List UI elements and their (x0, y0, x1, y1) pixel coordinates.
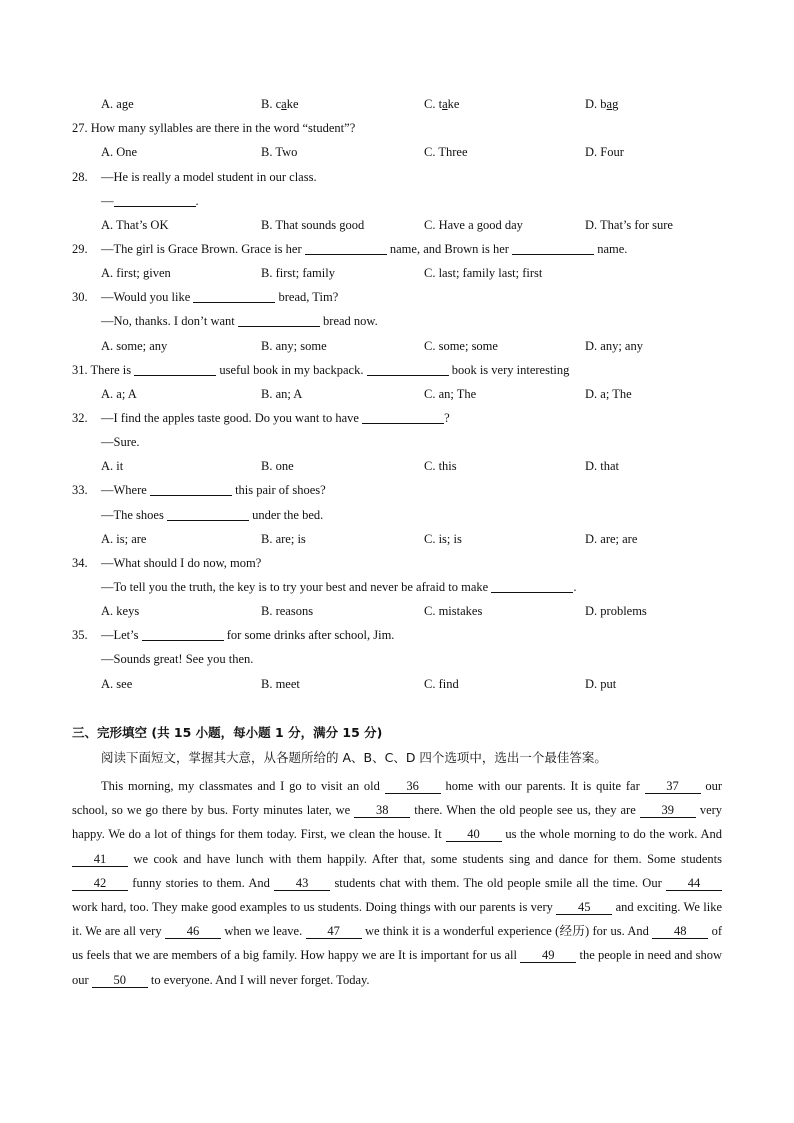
blank-43: 43 (274, 876, 330, 891)
q34-stem: —What should I do now, mom? (101, 556, 262, 570)
q33-number: 33. (72, 483, 88, 497)
q29-stem: —The girl is Grace Brown. Grace is her name, and Brown is her name. (101, 242, 628, 256)
q28-option-a: A. That’s OK (101, 218, 169, 232)
q28-stem: —He is really a model student in our class. (101, 170, 317, 184)
q26-option-a: A. age (101, 97, 134, 111)
blank-37: 37 (645, 779, 701, 794)
q28-option-d: D. That’s for sure (585, 218, 673, 232)
q34-option-d: D. problems (585, 604, 647, 618)
q26-option-c: C. take (424, 97, 460, 111)
q26-option-b: B. cake (261, 97, 299, 111)
q33-option-b: B. are; is (261, 532, 306, 546)
q28-option-b: B. That sounds good (261, 218, 365, 232)
q29-option-a: A. first; given (101, 266, 171, 280)
q30-option-a: A. some; any (101, 339, 168, 353)
q30-reply: —No, thanks. I don’t want bread now. (101, 314, 378, 328)
blank-45: 45 (556, 900, 612, 915)
blank-44: 44 (666, 876, 722, 891)
q33-option-c: C. is; is (424, 532, 462, 546)
q31-option-b: B. an; A (261, 387, 303, 401)
q32-option-b: B. one (261, 459, 294, 473)
blank-36: 36 (385, 779, 441, 794)
blank-41: 41 (72, 852, 128, 867)
q27-option-c: C. Three (424, 145, 468, 159)
q34-option-b: B. reasons (261, 604, 314, 618)
q30-number: 30. (72, 290, 88, 304)
q30-option-d: D. any; any (585, 339, 643, 353)
q28-reply: — . (101, 194, 199, 208)
q32-option-a: A. it (101, 459, 124, 473)
blank-39: 39 (640, 803, 696, 818)
section-title: 三、完形填空 (共 15 小题，每小题 1 分，满分 15 分) (72, 725, 383, 740)
q31-stem: 31. There is useful book in my backpack. book is very interesting (72, 363, 570, 377)
section-instruction: 阅读下面短文，掌握其大意，从各题所给的 A、B、C、D 四个选项中，选出一个最佳答案。 (101, 750, 607, 765)
q33-reply: —The shoes under the bed. (101, 508, 324, 522)
q28-option-c: C. Have a good day (424, 218, 523, 232)
q30-option-c: C. some; some (424, 339, 498, 353)
q30-stem: —Would you like bread, Tim? (101, 290, 339, 304)
q32-number: 32. (72, 411, 88, 425)
blank-50: 50 (92, 973, 148, 988)
blank-46: 46 (165, 924, 221, 939)
q34-number: 34. (72, 556, 88, 570)
cloze-passage: This morning, my classmates and I go to visit an old 36 home with our parents. It is quite far 37 our school, so we go there by bus. Forty minutes later, we 38 there. When the old people see us, they are 39 very happy. We do a lot of things for them today. First, we clean the house. It 40 us the whole morning to do the work. And 41 we cook and have lunch with them happily. After that, some students sing and dance for them. Some students 42 funny stories to them. And 43 students chat with them. The old people smile all the time. Our 44 work hard, too. They make good examples to us students. Doing things with our parents is very 45 and exciting. We like it. We are all very 46 when we leave. 47 we think it is a wonderful experience (经历) for us. And 48 of us feels that we are members of a big family. How happy we are It is important for us all 49 the people in need and show our 50 to everyone. And I will never forget. Today. (72, 779, 723, 987)
blank-42: 42 (72, 876, 128, 891)
blank-49: 49 (520, 948, 576, 963)
q31-option-a: A. a; A (101, 387, 137, 401)
q32-stem: —I find the apples taste good. Do you want to have ? (101, 411, 450, 425)
q27-option-d: D. Four (585, 145, 624, 159)
q35-option-a: A. see (101, 677, 133, 691)
q34-reply: —To tell you the truth, the key is to try your best and never be afraid to make . (101, 580, 577, 594)
q34-option-c: C. mistakes (424, 604, 483, 618)
q26-option-d: D. bag (585, 97, 619, 111)
q28-number: 28. (72, 170, 88, 184)
q27-option-a: A. One (101, 145, 138, 159)
q33-option-a: A. is; are (101, 532, 147, 546)
blank-47: 47 (306, 924, 362, 939)
q27-option-b: B. Two (261, 145, 298, 159)
q34-option-a: A. keys (101, 604, 140, 618)
q32-option-c: C. this (424, 459, 457, 473)
blank-38: 38 (354, 803, 410, 818)
blank-40: 40 (446, 827, 502, 842)
q35-option-d: D. put (585, 677, 617, 691)
q30-option-b: B. any; some (261, 339, 327, 353)
q29-option-c: C. last; family last; first (424, 266, 543, 280)
q32-option-d: D. that (585, 459, 620, 473)
q35-number: 35. (72, 628, 88, 642)
q35-option-b: B. meet (261, 677, 300, 691)
q32-reply: —Sure. (101, 435, 140, 449)
q35-reply: —Sounds great! See you then. (101, 652, 254, 666)
q31-option-c: C. an; The (424, 387, 477, 401)
q35-stem: —Let’s for some drinks after school, Jim. (101, 628, 395, 642)
q33-option-d: D. are; are (585, 532, 638, 546)
q27-stem: 27. How many syllables are there in the word “student”? (72, 121, 356, 135)
q29-option-b: B. first; family (261, 266, 335, 280)
q29-number: 29. (72, 242, 88, 256)
q33-stem: —Where this pair of shoes? (101, 483, 326, 497)
q31-option-d: D. a; The (585, 387, 632, 401)
q35-option-c: C. find (424, 677, 459, 691)
blank-48: 48 (652, 924, 708, 939)
